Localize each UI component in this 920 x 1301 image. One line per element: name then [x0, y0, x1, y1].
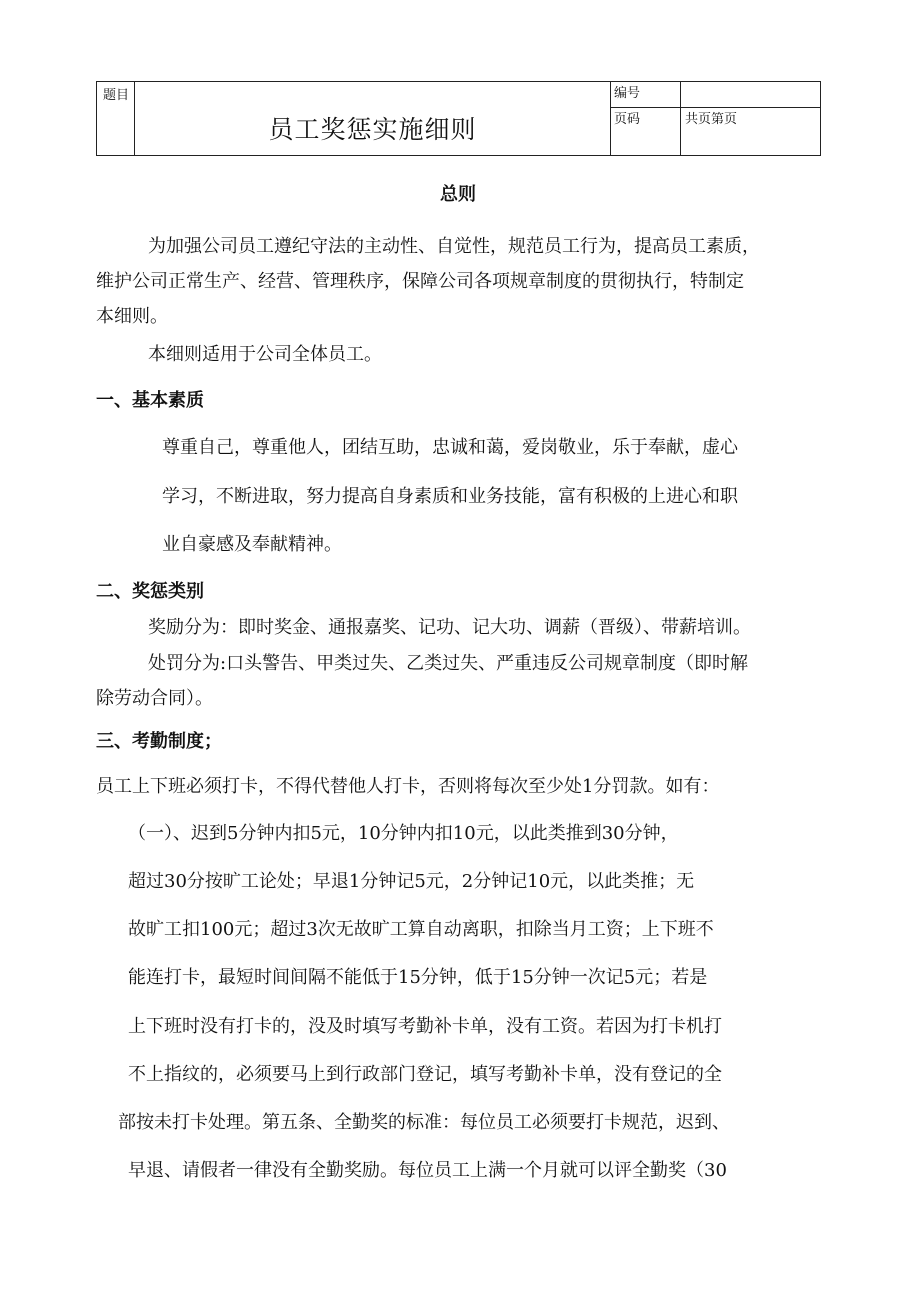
section-1-line-1: 尊重自己，尊重他人，团结互助，忠诚和蔼，爱岗敬业，乐于奉献，虚心: [162, 437, 738, 458]
topic-label: 题目: [97, 82, 135, 156]
section-1-heading: 一、基本素质: [96, 390, 204, 411]
document-title: 员工奖惩实施细则: [135, 82, 611, 156]
code-value: [681, 82, 821, 108]
general-line-4: 本细则适用于公司全体员工。: [148, 344, 382, 365]
header-table: [96, 81, 821, 156]
section-3-line-3: 超过30分按旷工论处；早退1分钟记5元，2分钟记10元，以此类推；无: [128, 871, 695, 892]
section-3-line-5: 能连打卡，最短时间间隔不能低于15分钟，低于15分钟一次记5元；若是: [128, 967, 708, 988]
page-label: 页码: [611, 108, 681, 156]
section-2-line-1: 奖励分为：即时奖金、通报嘉奖、记功、记大功、调薪（晋级）、带薪培训。: [148, 617, 751, 638]
general-heading: 总则: [440, 184, 476, 205]
section-1-line-2: 学习，不断进取，努力提高自身素质和业务技能，富有积极的上进心和职: [162, 486, 738, 507]
section-3-line-4: 故旷工扣100元；超过3次无故旷工算自动离职，扣除当月工资；上下班不: [128, 919, 714, 940]
general-line-1: 为加强公司员工遵纪守法的主动性、自觉性，规范员工行为，提高员工素质，: [148, 236, 760, 257]
section-3-line-6: 上下班时没有打卡的，没及时填写考勤补卡单，没有工资。若因为打卡机打: [128, 1016, 722, 1037]
section-3-line-9: 早退、请假者一律没有全勤奖励。每位员工上满一个月就可以评全勤奖（30: [128, 1160, 727, 1181]
general-line-2: 维护公司正常生产、经营、管理秩序，保障公司各项规章制度的贯彻执行，特制定: [96, 271, 744, 292]
section-3-line-2: （一）、迟到5分钟内扣5元，10分钟内扣10元，以此类推到30分钟，: [128, 823, 679, 844]
section-2-line-2: 处罚分为:口头警告、甲类过失、乙类过失、严重违反公司规章制度（即时解: [148, 653, 749, 674]
section-3-line-1: 员工上下班必须打卡，不得代替他人打卡，否则将每次至少处1分罚款。如有：: [96, 776, 720, 797]
section-2-line-3: 除劳动合同）。: [96, 688, 213, 709]
section-3-heading: 三、考勤制度；: [96, 731, 222, 752]
section-2-heading: 二、奖惩类别: [96, 581, 204, 602]
general-line-3: 本细则。: [96, 306, 168, 327]
section-1-line-3: 业自豪感及奉献精神。: [162, 534, 342, 555]
section-3-line-7: 不上指纹的，必须要马上到行政部门登记，填写考勤补卡单，没有登记的全: [128, 1064, 722, 1085]
page-value: 共页第页: [681, 108, 821, 156]
section-3-line-8: 部按未打卡处理。第五条、全勤奖的标准：每位员工必须要打卡规范，迟到、: [118, 1112, 730, 1133]
code-label: 编号: [611, 82, 681, 108]
